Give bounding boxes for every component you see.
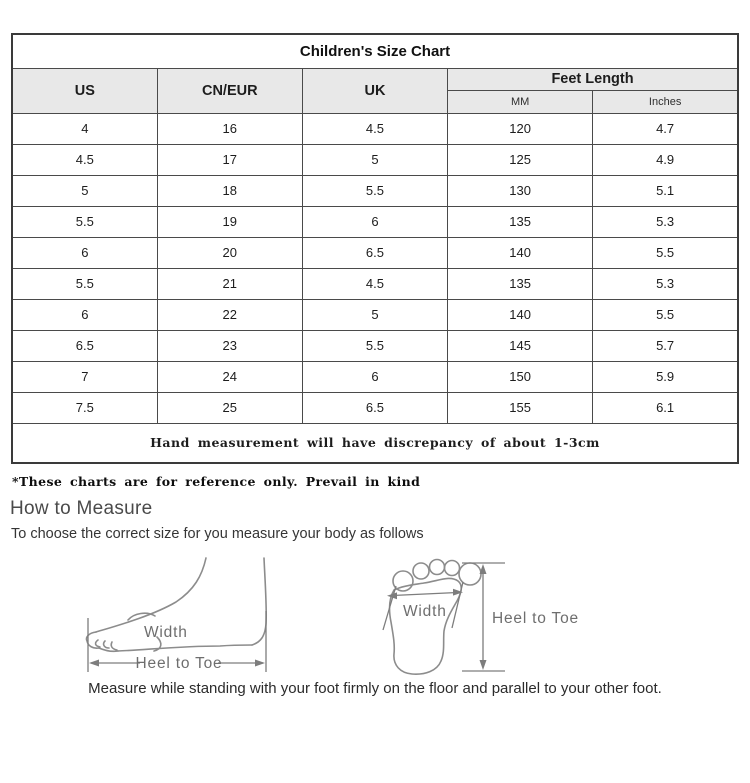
col-header-us: US (12, 68, 157, 113)
table-row (12, 237, 738, 268)
cell-inches: 6.1 (593, 392, 738, 423)
cell-cn-eur: 20 (157, 237, 302, 268)
how-to-measure-heading: How to Measure (10, 498, 153, 519)
table-row (12, 330, 738, 361)
cell-us: 7 (12, 361, 157, 392)
cell-cn-eur: 24 (157, 361, 302, 392)
foot-measurement-diagram (0, 544, 750, 676)
cell-mm: 140 (448, 237, 593, 268)
cell-inches: 5.5 (593, 299, 738, 330)
arrow-right-icon (255, 660, 265, 667)
table-header-row (12, 68, 738, 90)
table-row (12, 206, 738, 237)
footprint-heel-to-toe-label: Heel to Toe (492, 610, 579, 627)
cell-us: 7.5 (12, 392, 157, 423)
cell-cn-eur: 19 (157, 206, 302, 237)
footprint-diagram (383, 560, 579, 675)
cell-mm: 140 (448, 299, 593, 330)
cell-mm: 135 (448, 206, 593, 237)
cell-uk: 6.5 (302, 392, 447, 423)
cell-cn-eur: 23 (157, 330, 302, 361)
side-width-label: Width (144, 624, 188, 641)
col-header-mm: MM (448, 90, 593, 113)
cell-uk: 4.5 (302, 113, 447, 144)
size-chart-table (11, 33, 739, 464)
col-header-feet-length: Feet Length (448, 68, 738, 90)
cell-uk: 6 (302, 361, 447, 392)
table-row (12, 361, 738, 392)
side-heel-to-toe-label: Heel to Toe (135, 655, 223, 672)
foot-side-view-diagram (86, 558, 266, 672)
table-row (12, 299, 738, 330)
col-header-uk: UK (302, 68, 447, 113)
reference-note: *These charts are for reference only. Prevail in kind (12, 474, 421, 489)
table-row (12, 268, 738, 299)
cell-uk: 5.5 (302, 330, 447, 361)
measurement-discrepancy-note: Hand measurement will have discrepancy of about 1-3cm (12, 423, 738, 463)
cell-us: 5.5 (12, 206, 157, 237)
cell-mm: 125 (448, 144, 593, 175)
measure-instruction-caption: Measure while standing with your foot firmly on the floor and parallel to your other foot. (88, 680, 662, 697)
col-header-inches: Inches (593, 90, 738, 113)
cell-inches: 5.3 (593, 268, 738, 299)
cell-inches: 5.5 (593, 237, 738, 268)
table-row (12, 113, 738, 144)
cell-mm: 130 (448, 175, 593, 206)
cell-uk: 5.5 (302, 175, 447, 206)
cell-us: 4.5 (12, 144, 157, 175)
cell-mm: 150 (448, 361, 593, 392)
cell-us: 4 (12, 113, 157, 144)
col-header-cn-eur: CN/EUR (157, 68, 302, 113)
cell-inches: 5.9 (593, 361, 738, 392)
cell-mm: 135 (448, 268, 593, 299)
cell-uk: 4.5 (302, 268, 447, 299)
cell-uk: 6.5 (302, 237, 447, 268)
cell-us: 6 (12, 237, 157, 268)
cell-cn-eur: 25 (157, 392, 302, 423)
cell-inches: 4.9 (593, 144, 738, 175)
cell-us: 6.5 (12, 330, 157, 361)
table-row (12, 392, 738, 423)
cell-uk: 5 (302, 299, 447, 330)
cell-us: 5.5 (12, 268, 157, 299)
footprint-width-label: Width (403, 603, 447, 620)
table-row (12, 175, 738, 206)
cell-mm: 155 (448, 392, 593, 423)
cell-us: 5 (12, 175, 157, 206)
cell-cn-eur: 16 (157, 113, 302, 144)
cell-uk: 5 (302, 144, 447, 175)
cell-inches: 5.7 (593, 330, 738, 361)
arrow-down-icon (480, 660, 487, 670)
cell-uk: 6 (302, 206, 447, 237)
cell-cn-eur: 21 (157, 268, 302, 299)
width-tick-right (452, 582, 463, 628)
table-footer-row (12, 423, 738, 463)
table-row (12, 144, 738, 175)
cell-inches: 5.1 (593, 175, 738, 206)
cell-us: 6 (12, 299, 157, 330)
cell-mm: 145 (448, 330, 593, 361)
table-title-row (12, 34, 738, 68)
cell-cn-eur: 17 (157, 144, 302, 175)
cell-inches: 5.3 (593, 206, 738, 237)
cell-inches: 4.7 (593, 113, 738, 144)
width-tick-left (383, 586, 396, 630)
cell-mm: 120 (448, 113, 593, 144)
how-to-measure-subtitle: To choose the correct size for you measure your body as follows (11, 526, 424, 542)
arrow-left-icon (89, 660, 99, 667)
cell-cn-eur: 18 (157, 175, 302, 206)
table-title: Children's Size Chart (12, 34, 738, 68)
cell-cn-eur: 22 (157, 299, 302, 330)
